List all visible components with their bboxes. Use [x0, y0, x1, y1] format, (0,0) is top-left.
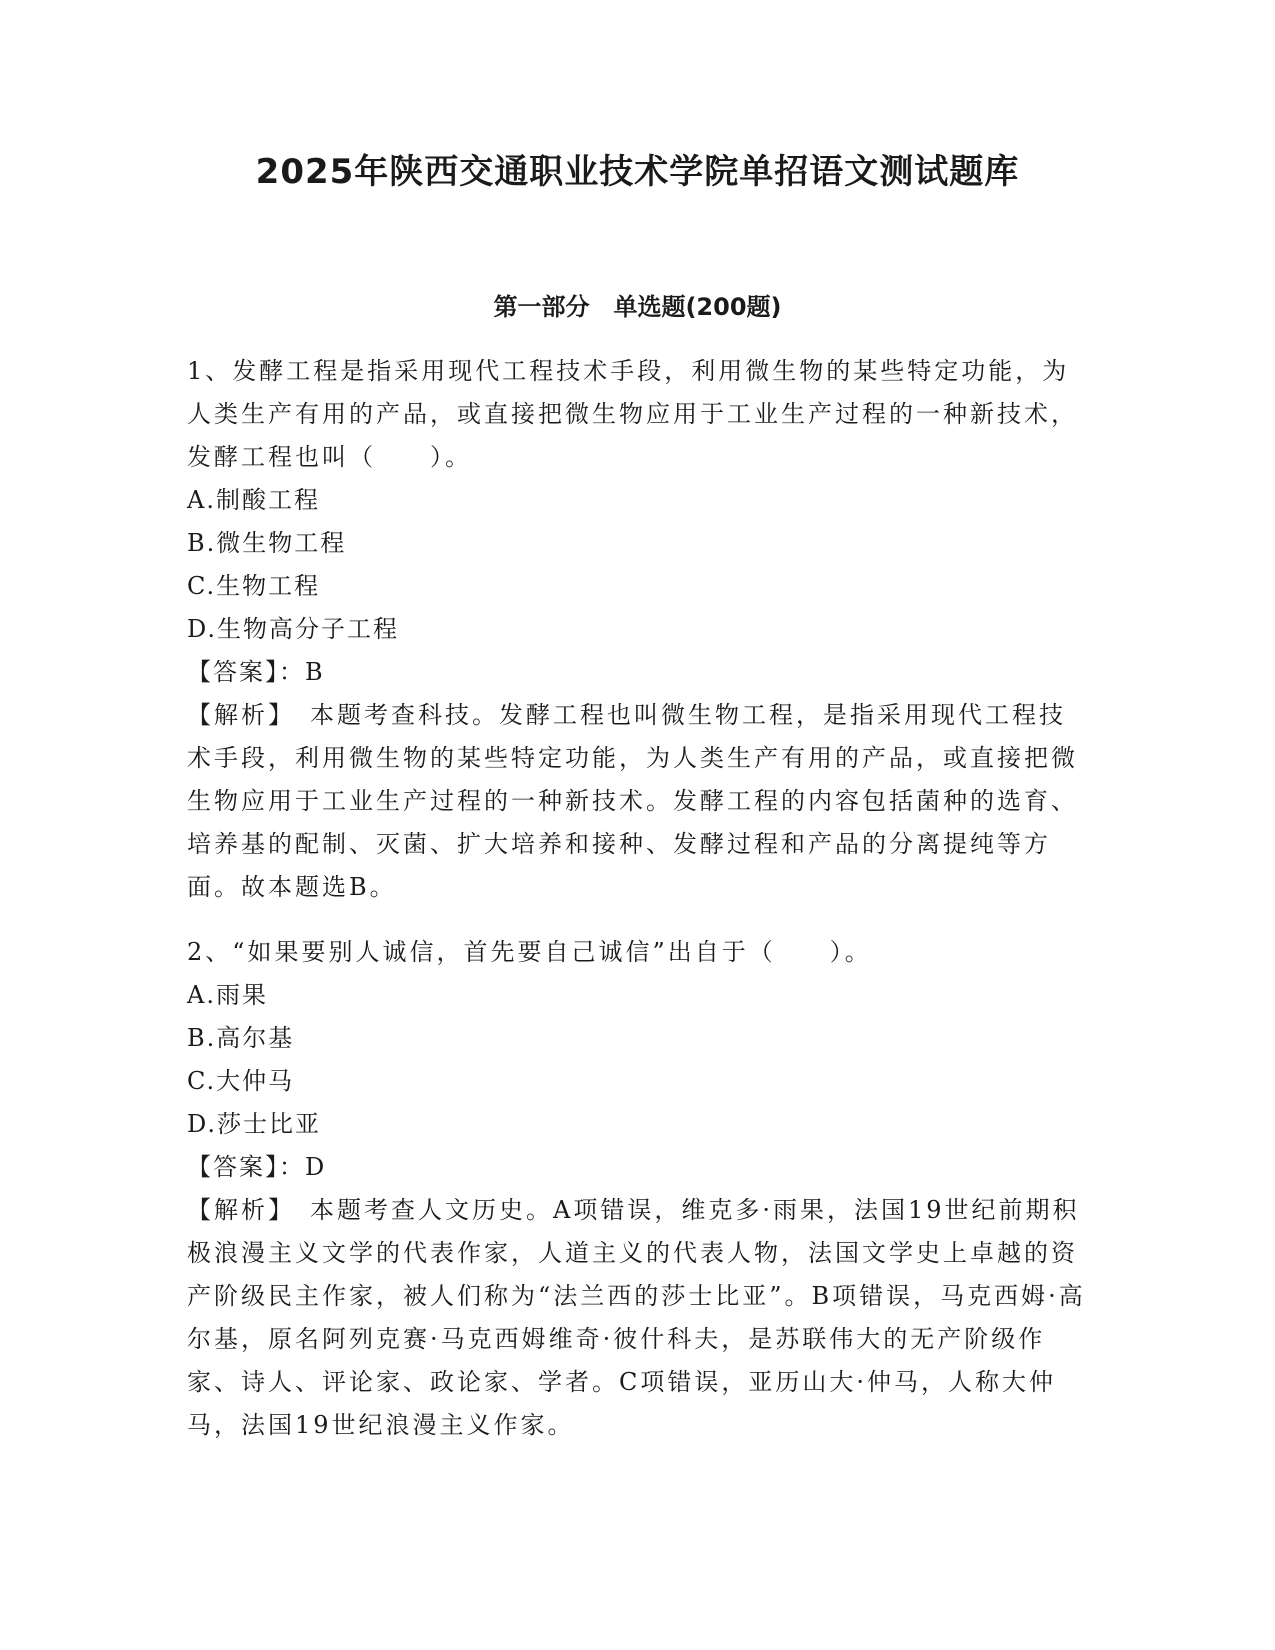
- answer-value: B: [305, 658, 325, 686]
- question-block: [187, 931, 1087, 1447]
- question-block: [187, 350, 1087, 909]
- question-stem: 2、“如果要别人诚信，首先要自己诚信”出自于（ ）。: [187, 938, 872, 966]
- explanation: [187, 694, 1087, 909]
- option-c: C.生物工程: [187, 572, 321, 600]
- explanation: [187, 1189, 1087, 1447]
- option-b: B.高尔基: [187, 1024, 295, 1052]
- option-c: C.大仲马: [187, 1067, 295, 1095]
- option-d: D.生物高分子工程: [187, 615, 400, 643]
- answer-label: 【答案】：: [187, 1153, 305, 1181]
- option-a: A.雨果: [187, 981, 268, 1009]
- explanation-text: 本题考查科技。发酵工程也叫微生物工程，是指采用现代工程技术手段，利用微生物的某些特定功能，为人类生产有用的产品，或直接把微生物应用于工业生产过程的一种新技术。发酵工程的内容包括菌种的选育、培养基的配制、灭菌、扩大培养和接种、发酵过程和产品的分离提纯等方面。故本题选B。: [187, 701, 1078, 901]
- explanation-label: 【解析】: [187, 1196, 283, 1224]
- option-a: A.制酸工程: [187, 486, 320, 514]
- option-d: D.莎士比亚: [187, 1110, 322, 1138]
- answer-line: [187, 651, 1087, 694]
- question-spacer: [187, 909, 1087, 931]
- question-stem: 1、发酵工程是指采用现代工程技术手段，利用微生物的某些特定功能，为人类生产有用的产品，或直接把微生物应用于工业生产过程的一种新技术，发酵工程也叫（ ）。: [187, 357, 1078, 471]
- explanation-label: 【解析】: [187, 701, 283, 729]
- question-list: [187, 350, 1087, 1447]
- section-heading: 第一部分 单选题(200题): [493, 293, 782, 321]
- answer-line: [187, 1146, 1087, 1189]
- explanation-text: 本题考查人文历史。A项错误，维克多·雨果，法国19世纪前期积极浪漫主义文学的代表作家，人道主义的代表人物，法国文学史上卓越的资产阶级民主作家，被人们称为“法兰西的莎士比亚”。B项错误，马克西姆·高尔基，原名阿列克赛·马克西姆维奇·彼什科夫，是苏联伟大的无产阶级作家、诗人、评论家、政论家、学者。C项错误，亚历山大·仲马，人称大仲马，法国19世纪浪漫主义作家。: [187, 1196, 1086, 1439]
- document-title: 2025年陕西交通职业技术学院单招语文测试题库: [255, 152, 1020, 192]
- answer-label: 【答案】：: [187, 658, 305, 686]
- option-b: B.微生物工程: [187, 529, 347, 557]
- answer-value: D: [305, 1153, 327, 1181]
